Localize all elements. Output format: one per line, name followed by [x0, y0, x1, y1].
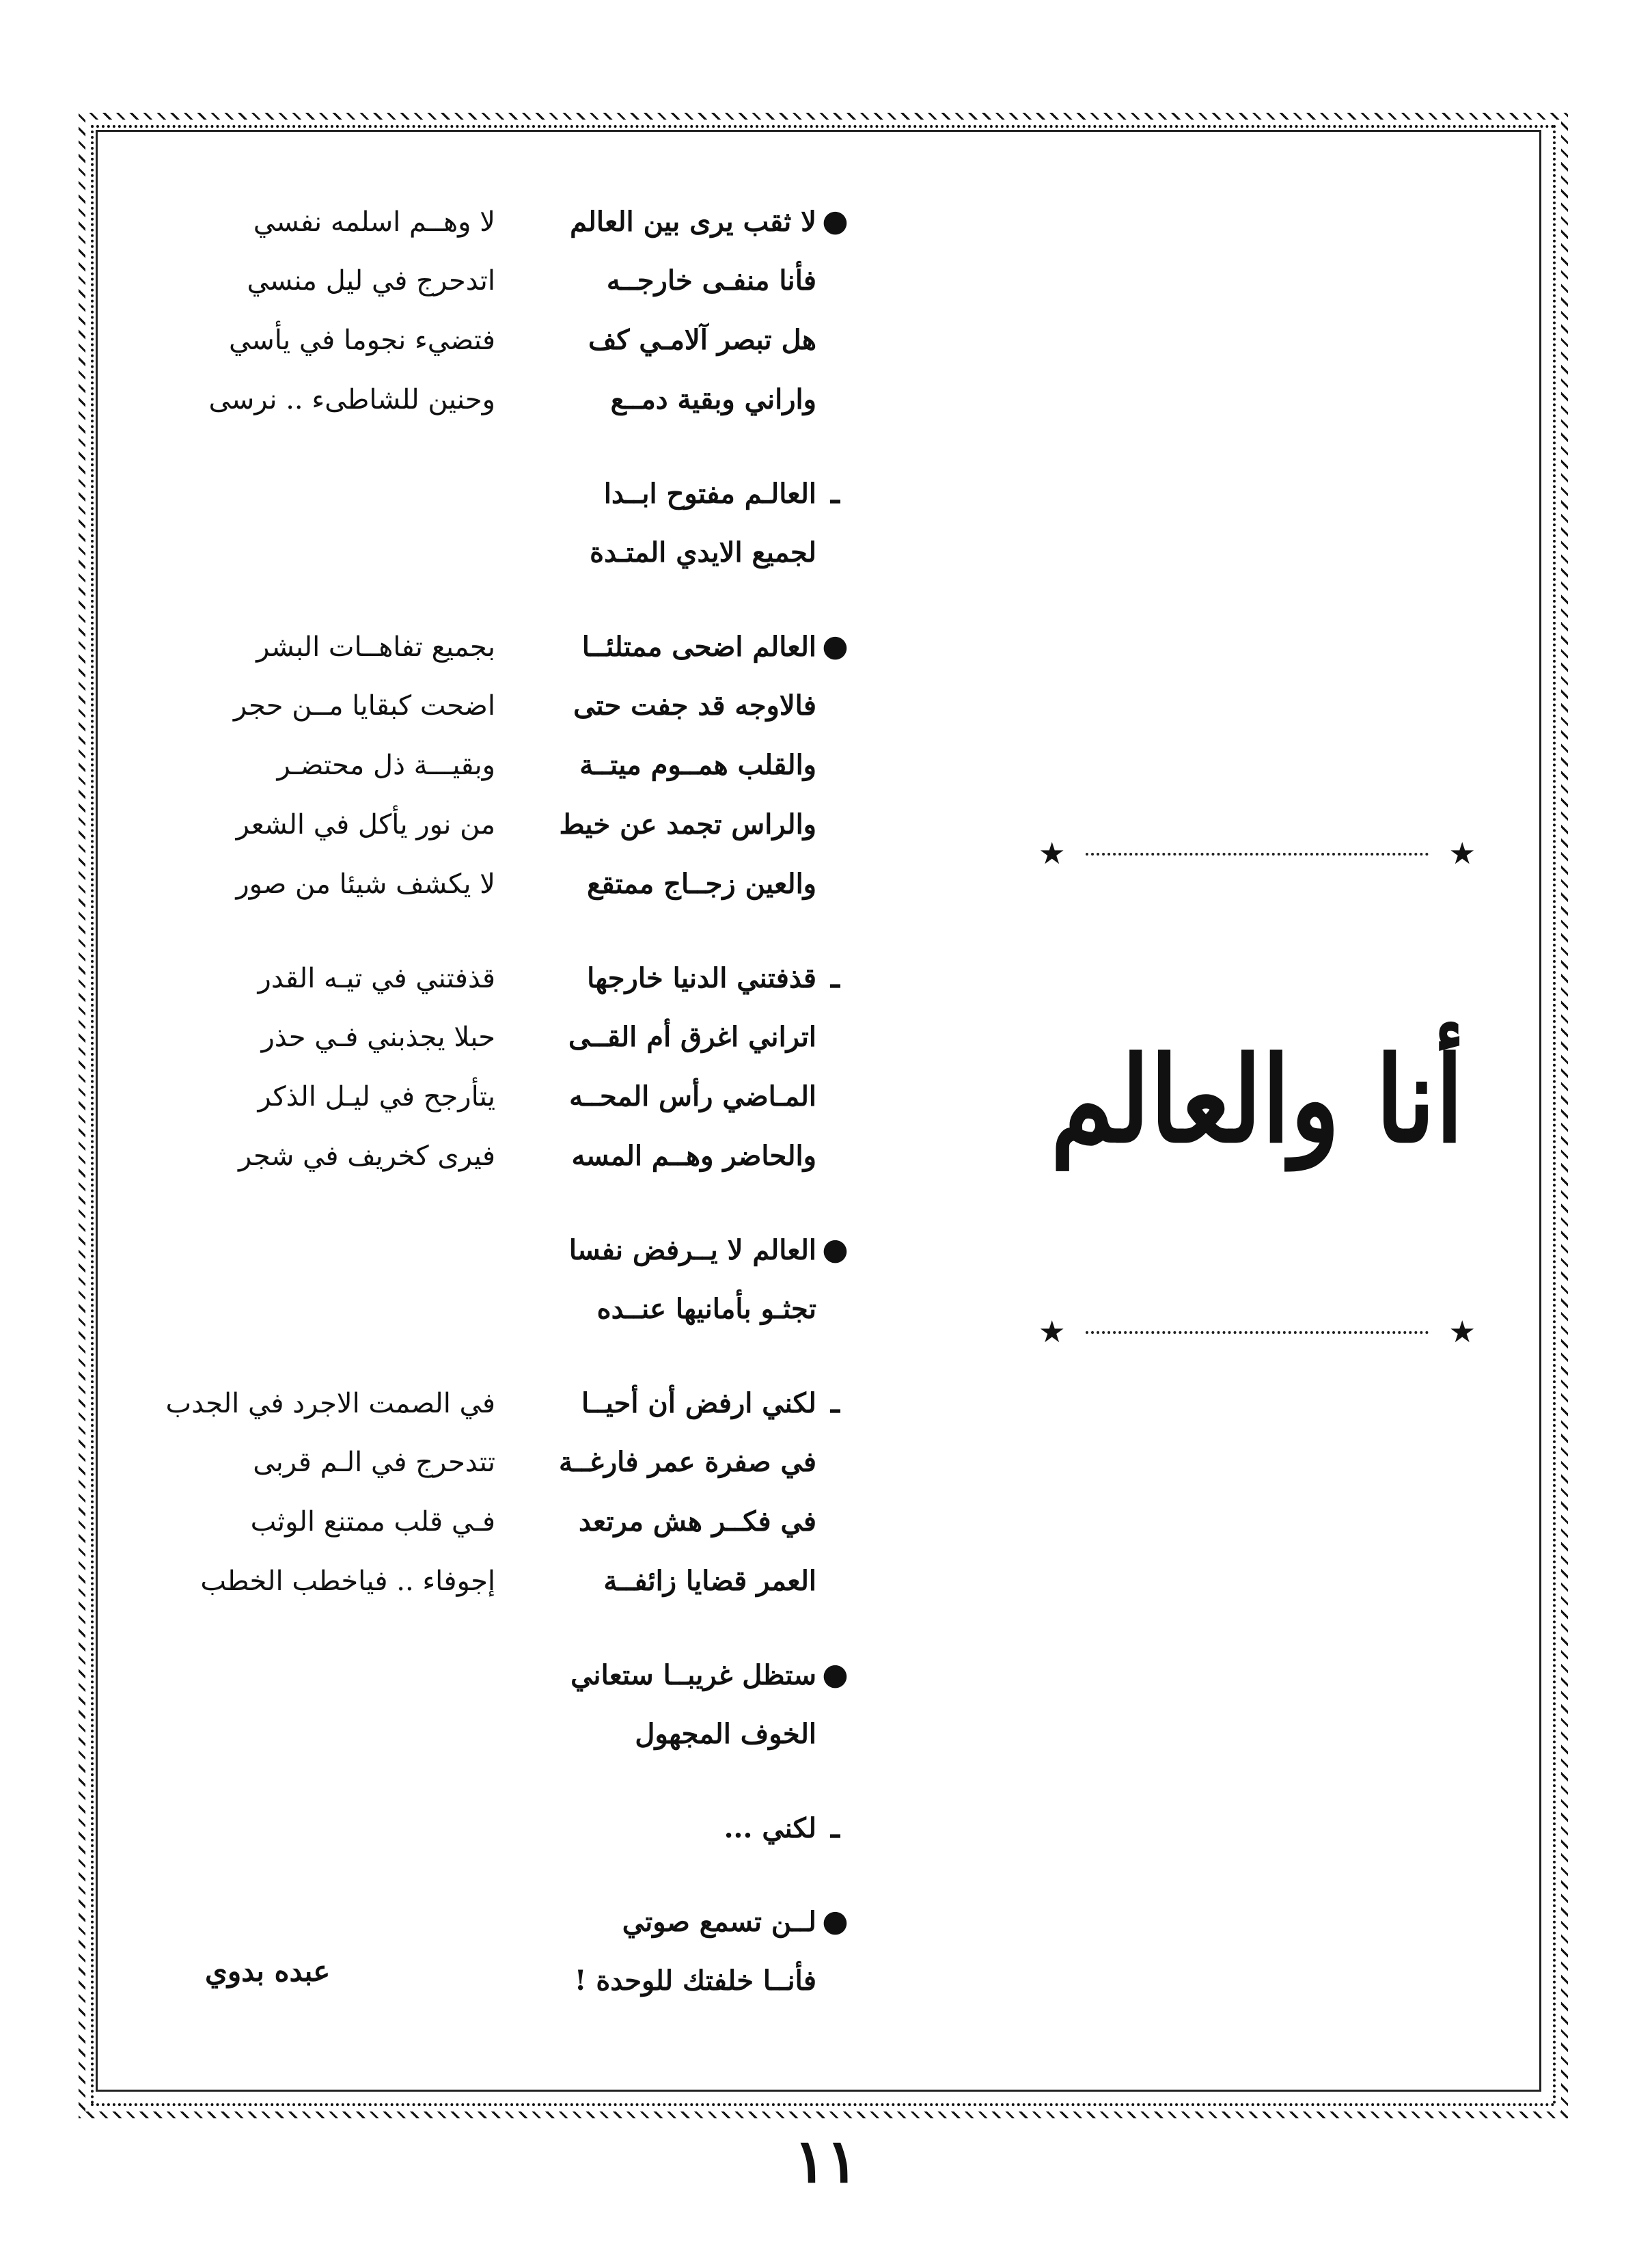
second-hemistich: بجميع تفاهــات البشر: [256, 631, 495, 663]
first-hemistich: والحاضر وهــم المسه: [571, 1140, 816, 1172]
stanza-marker: ●: [822, 1904, 849, 1939]
first-hemistich: ستظل غريبــا ستعاني: [570, 1659, 816, 1691]
verse-line: [150, 1798, 854, 1857]
verse-line: [150, 191, 854, 251]
second-hemistich: وبقيـــة ذل محتضـر: [277, 750, 495, 781]
first-hemistich: في فكــر هش مرتعد: [579, 1505, 816, 1538]
first-hemistich: هل تبصر آلامـي كف: [588, 324, 816, 356]
verse-line: [150, 735, 854, 795]
first-hemistich: العالم اضحى ممتلئــا: [581, 631, 816, 663]
verse-line: [150, 1645, 854, 1704]
stanza-marker: ●: [822, 1657, 849, 1692]
verse-line: [150, 463, 854, 523]
verse-line: [150, 1551, 854, 1611]
second-hemistich: وحنين للشاطىء .. نرسى: [208, 384, 495, 415]
first-hemistich: قذفتني الدنيا خارجها: [587, 962, 816, 994]
poem-title: أنا والعالم: [1050, 1030, 1464, 1170]
first-hemistich: العالم لا يــرفض نفسا: [568, 1234, 816, 1266]
stanza: [150, 1798, 854, 1857]
second-hemistich: اتدحرج في ليل منسي: [247, 265, 495, 297]
verse-line: [150, 854, 854, 914]
verse-line: [150, 1126, 854, 1186]
star-icon: ★: [1038, 1315, 1066, 1350]
bottom-ornament-line: [1038, 1315, 1476, 1350]
second-hemistich: حبلا يجذبني فـي حذر: [261, 1022, 495, 1053]
second-hemistich: فيرى كخريف في شجر: [238, 1140, 495, 1172]
second-hemistich: تتدحرج في الـم قربى: [253, 1447, 495, 1478]
verse-line: [150, 1007, 854, 1067]
first-hemistich: في صفرة عمر فارغــة: [559, 1446, 816, 1478]
verse-line: [150, 251, 854, 310]
dotted-rule: [1086, 853, 1428, 856]
title-block: [1038, 836, 1476, 1360]
stanza: [150, 1645, 854, 1764]
first-hemistich: والراس تجمد عن خيط: [559, 808, 816, 840]
verse-line: [150, 1704, 854, 1764]
star-icon: ★: [1038, 836, 1066, 871]
first-hemistich: والقلب همــوم ميتــة: [579, 749, 816, 781]
first-hemistich: لكني ...: [724, 1812, 816, 1844]
second-hemistich: من نور يأكل في الشعر: [236, 809, 495, 840]
stanza: [150, 616, 854, 914]
first-hemistich: المـاضي رأس المحــه: [569, 1080, 816, 1112]
first-hemistich: فالاوجه قد جفت حتى: [573, 689, 816, 722]
verse-line: [150, 676, 854, 735]
second-hemistich: فـي قلب ممتنع الوثب: [250, 1506, 495, 1538]
verse-line: [150, 1492, 854, 1551]
stanza: [150, 1220, 854, 1339]
stanza: [150, 463, 854, 582]
stanza: [150, 191, 854, 429]
stanza-marker: ●: [822, 204, 849, 238]
stanza: [150, 948, 854, 1186]
stanza-marker: ـ: [831, 476, 840, 510]
verse-line: [150, 616, 854, 676]
verse-line: [150, 1220, 854, 1279]
page-number: ١١: [793, 2125, 859, 2196]
star-icon: ★: [1448, 1315, 1476, 1350]
poem-body: [150, 191, 854, 2045]
first-hemistich: لجميع الايدي المتـدة: [590, 536, 816, 569]
second-hemistich: يتأرجح في ليـل الذكر: [258, 1081, 495, 1112]
verse-line: [150, 310, 854, 370]
first-hemistich: تجثـو بأمانيها عنــده: [596, 1293, 816, 1325]
stanza-marker: ●: [822, 629, 849, 664]
second-hemistich: لا وهــم اسلمه نفسي: [253, 206, 495, 238]
first-hemistich: فأنــا خلفتك للوحدة !: [574, 1965, 816, 1997]
stanza-marker: ●: [822, 1232, 849, 1267]
first-hemistich: فأنا منفـى خارجــه: [606, 264, 816, 297]
stanza-marker: ـ: [831, 1385, 840, 1420]
verse-line: [150, 1067, 854, 1126]
second-hemistich: فتضيء نجوما في يأسي: [228, 325, 495, 356]
first-hemistich: لا ثقب يرى بين العالم: [570, 206, 816, 238]
top-ornament-line: [1038, 836, 1476, 871]
verse-line: [150, 795, 854, 854]
author-name: عبده بدوي: [205, 1954, 331, 1988]
verse-line: [150, 370, 854, 429]
first-hemistich: العالـم مفتوح ابــدا: [603, 478, 816, 510]
stanza: [150, 1373, 854, 1611]
second-hemistich: في الصمت الاجرد في الجدب: [165, 1388, 495, 1419]
verse-line: [150, 1373, 854, 1432]
verse-line: [150, 1279, 854, 1339]
first-hemistich: الخوف المجهول: [635, 1718, 816, 1750]
stanza-marker: ـ: [831, 960, 840, 995]
verse-line: [150, 523, 854, 582]
first-hemistich: لكني ارفض أن أحيــا: [581, 1387, 816, 1419]
first-hemistich: العمر قضايا زائفــة: [603, 1565, 816, 1597]
first-hemistich: لــن تسمع صوتي: [622, 1906, 816, 1938]
first-hemistich: واراني وبقية دمــع: [610, 383, 816, 415]
dotted-rule: [1086, 1331, 1428, 1334]
stanza-marker: ـ: [831, 1810, 840, 1845]
second-hemistich: إجوفاء .. فياخطب الخطب: [200, 1566, 495, 1597]
star-icon: ★: [1448, 836, 1476, 871]
second-hemistich: اضحت كبقايا مــن حجر: [233, 690, 495, 722]
second-hemistich: قذفتني في تيـه القدر: [258, 963, 495, 994]
verse-line: [150, 1432, 854, 1492]
verse-line: [150, 1891, 854, 1951]
stanza: [150, 1891, 854, 2010]
second-hemistich: لا يكشف شيئا من صور: [236, 869, 495, 900]
first-hemistich: اتراني اغرق أم القــى: [568, 1021, 816, 1053]
first-hemistich: والعين زجــاج ممتقع: [587, 868, 816, 900]
verse-line: [150, 948, 854, 1007]
